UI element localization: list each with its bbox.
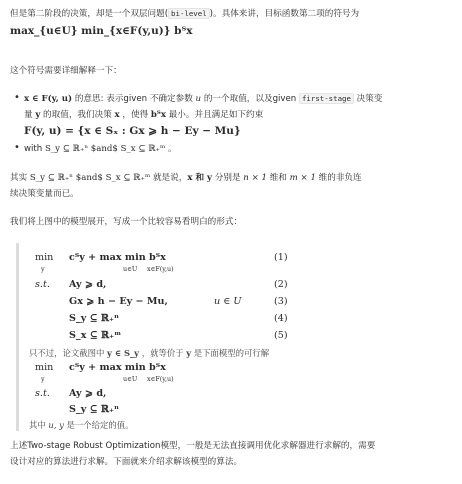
eq-row-1-sub-u: u∈U bbox=[123, 265, 138, 273]
model-note-2: 其中 u, y 是一个给定的值。 bbox=[29, 420, 134, 430]
bullet-item-1-line2: 量 y 的取值，我们决策 x ，使得 bᵀx 最小。并且满足如下约束 bbox=[24, 110, 264, 120]
paragraph-expand: 我们将上图中的模型展开，写成一个比较容易看明白的形式： bbox=[10, 217, 243, 227]
model-blockquote bbox=[16, 243, 456, 431]
paragraph-explain: 这个符号需要详细解释一下： bbox=[10, 66, 122, 76]
eq-row-6-lhs: min bbox=[35, 362, 54, 373]
eq-row-4-body: S_y ⊆ ℝ₊ⁿ bbox=[69, 313, 120, 324]
formula-objective-second-term: max_{u∈U} min_{x∈F(y,u)} bᵀx bbox=[10, 25, 193, 37]
eq-row-6-body: cᵀy + max min bᵀx bbox=[69, 362, 166, 373]
bullet-item-2: with S_y ⊆ ℝ₊ⁿ $and$ S_x ⊆ ℝ₊ᵐ 。 bbox=[24, 144, 177, 154]
model-note-1: 只不过，论文截图中 y ∈ S_y ，就等价于 y 是下面模型的可行解 bbox=[29, 348, 270, 358]
eq-number-1: (1) bbox=[274, 252, 288, 263]
eq-row-1-body: cᵀy + max min bᵀx bbox=[69, 252, 166, 263]
bullet-dot: • bbox=[14, 92, 20, 103]
eq-row-2-lhs: s.t. bbox=[35, 279, 50, 290]
eq-row-1-sub-y: y bbox=[41, 265, 45, 273]
eq-number-4: (4) bbox=[274, 313, 288, 324]
eq-row-7-lhs: s.t. bbox=[35, 388, 50, 399]
paragraph-bilevel: 但是第二阶段的决策，却是一个双层问题( bi-level )。具体来讲，目标函数第二项的符号为 bbox=[10, 9, 360, 19]
inline-code-first-stage: first-stage bbox=[299, 93, 354, 104]
eq-number-2: (2) bbox=[274, 279, 288, 290]
bullet-dot: • bbox=[14, 142, 20, 153]
inline-code-bilevel: bi-level bbox=[168, 8, 210, 19]
eq-row-2-body: Ay ⩾ d, bbox=[69, 279, 107, 290]
paragraph-nonneg-line1: 其实 S_y ⊆ ℝ₊ⁿ $and$ S_x ⊆ ℝ₊ᵐ 就是说，x 和 y 分别是 n × 1 维和 m × 1 维的非负连 bbox=[10, 173, 362, 183]
eq-row-3-body: Gx ⩾ h − Ey − Mu, bbox=[69, 296, 168, 307]
paragraph-algorithm-line1: 上述Two-stage Robust Optimization模型，一般是无法直接调用优化求解器进行求解的，需要 bbox=[10, 441, 376, 451]
eq-number-3: (3) bbox=[274, 296, 288, 307]
formula-feasible-set: F(y, u) = {x ∈ Sₓ : Gx ⩾ h − Ey − Mu} bbox=[24, 125, 241, 137]
eq-number-5: (5) bbox=[274, 330, 288, 341]
paragraph-algorithm-line2: 设计对应的算法进行求解。下面就来介绍求解该模型的算法。 bbox=[10, 457, 243, 467]
eq-row-6-sub-x: x∈F(y,u) bbox=[147, 375, 174, 383]
eq-row-6-sub-u: u∈U bbox=[123, 375, 138, 383]
eq-row-7-body: Ay ⩾ d, bbox=[69, 388, 107, 399]
paragraph-nonneg-line2: 续决策变量而已。 bbox=[10, 189, 79, 199]
eq-row-5-body: S_x ⊆ ℝ₊ᵐ bbox=[69, 330, 122, 341]
eq-row-1-sub-x: x∈F(y,u) bbox=[147, 265, 174, 273]
eq-row-6-sub-y: y bbox=[41, 375, 45, 383]
eq-row-8-body: S_y ⊆ ℝ₊ⁿ bbox=[69, 404, 120, 415]
eq-row-3-cond: u ∈ U bbox=[214, 296, 242, 307]
eq-row-1-lhs: min bbox=[35, 252, 54, 263]
bullet-item-1-line1: x ∈ F(y, u) 的意思: 表示given 不确定参数 u 的一个取值，以及given first-stage 决策变 bbox=[24, 94, 383, 104]
